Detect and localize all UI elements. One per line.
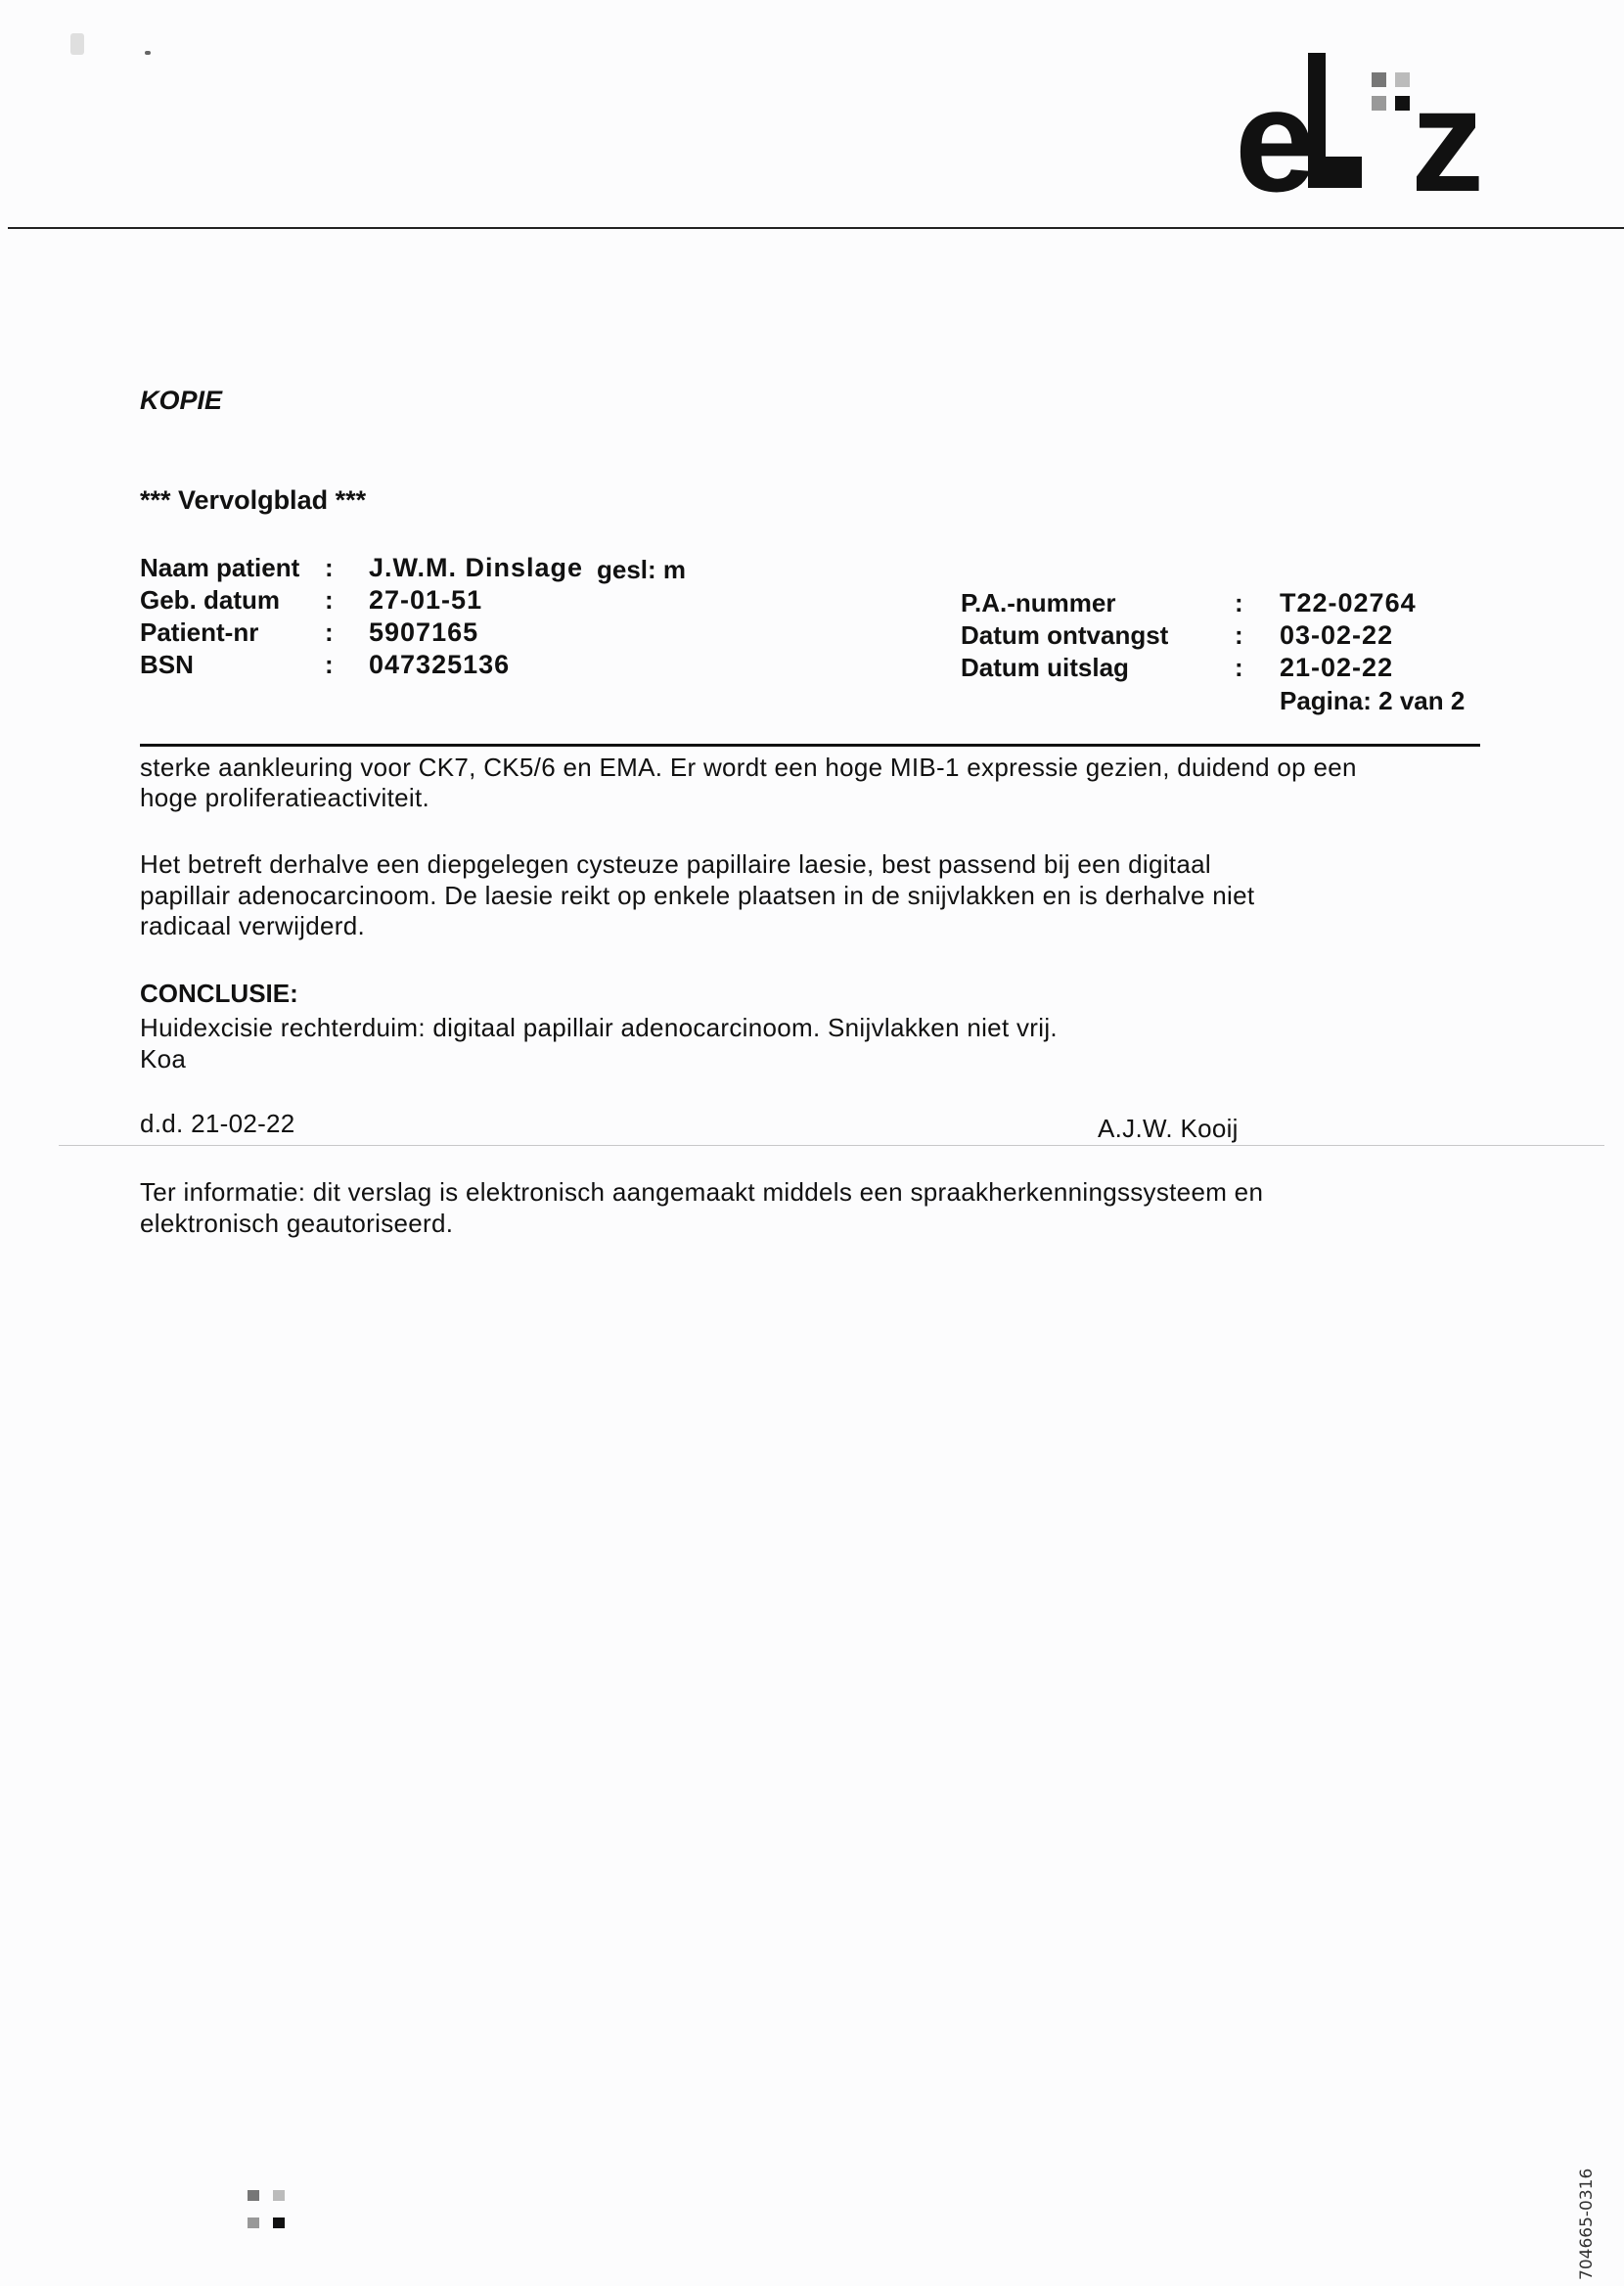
colon: : xyxy=(1235,653,1243,682)
result-date-label: Datum uitslag xyxy=(961,653,1129,682)
patient-nr-label: Patient-nr xyxy=(140,617,259,647)
form-code: 704665-0316 xyxy=(1577,2168,1597,2280)
colon: : xyxy=(325,585,334,615)
patient-name-label: Naam patient xyxy=(140,553,300,582)
received-date-value: 03-02-22 xyxy=(1280,620,1394,650)
paragraph-1-line: hoge proliferatieactiviteit. xyxy=(140,783,429,812)
etz-logo-icon xyxy=(1235,39,1518,196)
bsn-label: BSN xyxy=(140,650,194,679)
continuation-label: *** Vervolgblad *** xyxy=(140,485,367,515)
patient-nr-value: 5907165 xyxy=(369,617,479,647)
pa-number-label: P.A.-nummer xyxy=(961,588,1116,617)
result-date-value: 21-02-22 xyxy=(1280,653,1394,682)
conclusion-line: Koa xyxy=(140,1044,187,1074)
paragraph-2-line: radicaal verwijderd. xyxy=(140,911,365,940)
pa-number-value: T22-02764 xyxy=(1280,588,1417,617)
info-line: elektronisch geautoriseerd. xyxy=(140,1209,454,1238)
received-date-label: Datum ontvangst xyxy=(961,620,1169,650)
signature-name: A.J.W. Kooij xyxy=(1098,1114,1239,1143)
colon: : xyxy=(1235,620,1243,650)
dob-value: 27-01-51 xyxy=(369,585,483,615)
signature-line xyxy=(59,1145,1604,1146)
page-indicator: Pagina: 2 van 2 xyxy=(1280,686,1466,715)
header-divider xyxy=(8,227,1624,229)
info-line: Ter informatie: dit verslag is elektronisch aangemaakt middels een spraakherkenningssysteem en xyxy=(140,1177,1264,1207)
patient-name-value: J.W.M. Dinslage xyxy=(369,553,584,582)
paragraph-1-line: sterke aankleuring voor CK7, CK5/6 en EMA. Er wordt een hoge MIB-1 expressie gezien, duidend op een xyxy=(140,753,1357,782)
colon: : xyxy=(325,553,334,582)
patient-sex: gesl: m xyxy=(597,555,687,584)
paragraph-2-line: papillair adenocarcinoom. De laesie reikt op enkele plaatsen in de snijvlakken en is derhalve niet xyxy=(140,881,1255,910)
bsn-value: 047325136 xyxy=(369,650,511,679)
conclusion-line: Huidexcisie rechterduim: digitaal papillair adenocarcinoom. Snijvlakken niet vrij. xyxy=(140,1013,1058,1042)
colon: : xyxy=(325,650,334,679)
dob-label: Geb. datum xyxy=(140,585,281,615)
svg-text:e: e xyxy=(1235,58,1309,196)
signature-date: d.d. 21-02-22 xyxy=(140,1109,295,1138)
etz-logo xyxy=(1235,39,1518,196)
colon: : xyxy=(325,617,334,647)
paragraph-2-line: Het betreft derhalve een diepgelegen cysteuze papillaire laesie, best passend bij een digitaal xyxy=(140,849,1211,879)
etz-squares-icon xyxy=(248,2190,296,2235)
scan-artifact xyxy=(70,33,84,55)
conclusion-heading: CONCLUSIE: xyxy=(140,979,298,1008)
scan-artifact xyxy=(145,51,151,55)
copy-label: KOPIE xyxy=(140,386,223,415)
svg-text:z: z xyxy=(1411,58,1484,196)
section-divider xyxy=(140,744,1480,747)
colon: : xyxy=(1235,588,1243,617)
